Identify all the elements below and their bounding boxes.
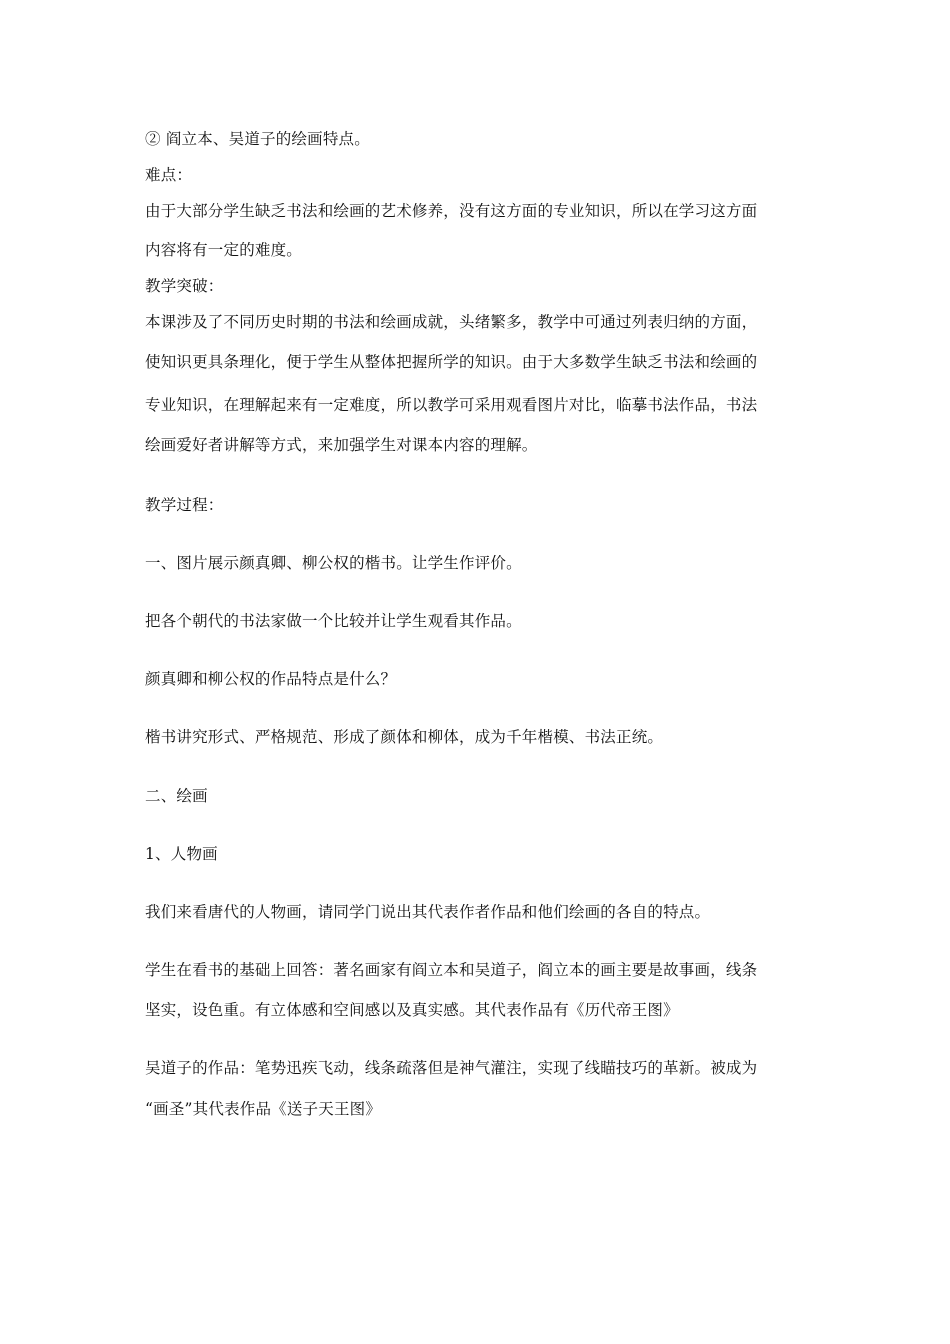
difficulty-heading: 难点：	[145, 166, 193, 184]
answer-line-2: 坚实，设色重。有立体感和空间感以及真实感。其代表作品有《历代帝王图》	[145, 1001, 679, 1019]
section-one-heading: 一、图片展示颜真卿、柳公权的楷书。让学生作评价。	[145, 554, 522, 572]
paragraph-compare-calligraphers: 把各个朝代的书法家做一个比较并让学生观看其作品。	[145, 612, 522, 630]
answer-line-1: 学生在看书的基础上回答：著名画家有阎立本和吴道子，阎立本的画主要是故事画，线条	[145, 961, 758, 979]
breakthrough-heading: 教学突破：	[145, 277, 224, 295]
section-two-heading: 二、绘画	[145, 787, 208, 805]
paragraph-kaishu: 楷书讲究形式、严格规范、形成了颜体和柳体，成为千年楷模、书法正统。	[145, 728, 664, 746]
subsection-figure-painting: 1、人物画	[145, 845, 218, 863]
wu-daozi-line-2: “画圣”其代表作品《送子天王图》	[145, 1100, 382, 1118]
breakthrough-text-line-1: 本课涉及了不同历史时期的书法和绘画成就，头绪繁多，教学中可通过列表归纳的方面，	[145, 313, 758, 331]
process-heading: 教学过程：	[145, 496, 224, 514]
breakthrough-text-line-4: 绘画爱好者讲解等方式，来加强学生对课本内容的理解。	[145, 436, 538, 454]
paragraph-question: 颜真卿和柳公权的作品特点是什么？	[145, 670, 397, 688]
breakthrough-text-line-3: 专业知识，在理解起来有一定难度，所以教学可采用观看图片对比，临摹书法作品，书法	[145, 396, 758, 414]
objective-item-2: ② 阎立本、吴道子的绘画特点。	[145, 130, 370, 148]
wu-daozi-line-1: 吴道子的作品：笔势迅疾飞动，线条疏落但是神气灌注，实现了线瞄技巧的革新。被成为	[145, 1059, 758, 1077]
paragraph-tang-figure-painting: 我们来看唐代的人物画，请同学门说出其代表作者作品和他们绘画的各自的特点。	[145, 903, 711, 921]
breakthrough-text-line-2: 使知识更具条理化，便于学生从整体把握所学的知识。由于大多数学生缺乏书法和绘画的	[145, 353, 758, 371]
difficulty-text-line-1: 由于大部分学生缺乏书法和绘画的艺术修养，没有这方面的专业知识，所以在学习这方面	[145, 202, 758, 220]
difficulty-text-line-2: 内容将有一定的难度。	[145, 241, 303, 259]
